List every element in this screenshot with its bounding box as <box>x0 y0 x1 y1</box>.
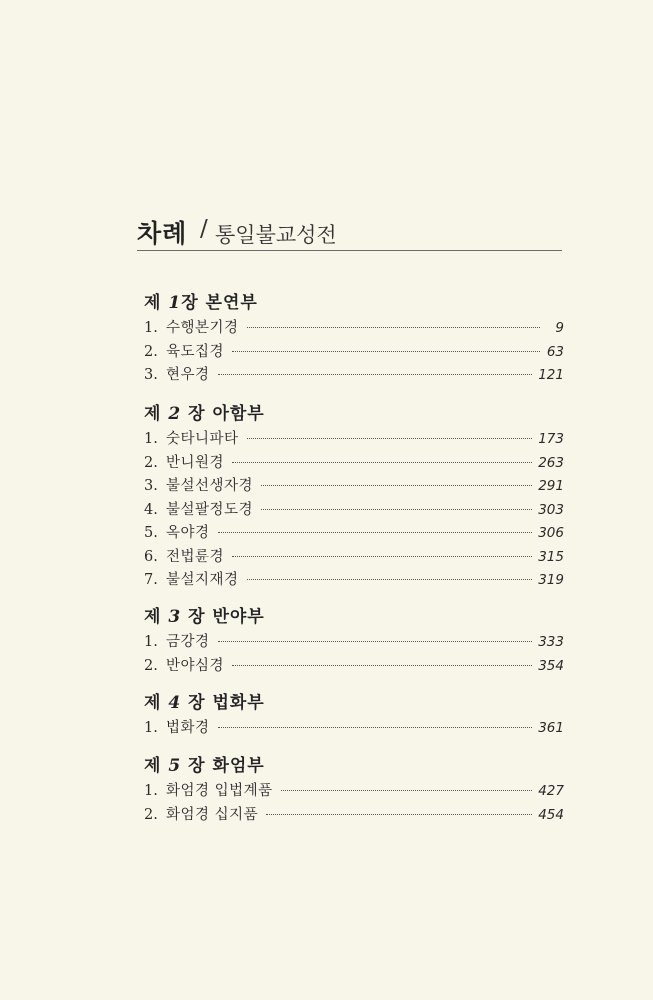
entry-index: 3. <box>144 478 158 494</box>
page-title: 차례 <box>137 219 188 248</box>
chapter-3 <box>144 602 564 677</box>
toc-entry[interactable] <box>144 803 564 827</box>
toc-entry[interactable] <box>144 316 564 340</box>
entry-page: 427 <box>538 783 564 799</box>
toc-entry[interactable] <box>144 716 564 740</box>
entry-title: 불설팔정도경 <box>166 501 254 518</box>
dot-leader <box>281 790 533 791</box>
entry-page: 173 <box>538 431 564 447</box>
entry-page: 361 <box>538 720 564 736</box>
toc-entry[interactable] <box>144 654 564 678</box>
entry-title: 불설선생자경 <box>166 478 254 494</box>
dot-leader <box>247 579 533 580</box>
entry-title: 육도집경 <box>166 343 225 360</box>
entry-title: 금강경 <box>166 634 210 650</box>
dot-leader <box>261 485 532 486</box>
chapter-4 <box>144 688 564 740</box>
entry-page: 291 <box>538 478 564 494</box>
entry-index: 7. <box>144 572 158 588</box>
entry-index: 3. <box>144 367 158 383</box>
chapter-5 <box>144 751 564 826</box>
entry-index: 2. <box>144 343 158 360</box>
toc-entry[interactable] <box>144 498 564 522</box>
entry-page: 315 <box>538 548 564 565</box>
toc-entry[interactable] <box>144 779 564 803</box>
chapter-number: 4 <box>168 693 182 713</box>
entry-index: 1. <box>144 783 158 799</box>
entry-title: 전법륜경 <box>166 548 225 565</box>
toc-entry[interactable] <box>144 521 564 545</box>
entry-title: 현우경 <box>166 367 210 383</box>
entry-index: 1. <box>144 720 158 736</box>
entry-title: 반야심경 <box>166 657 225 674</box>
toc-entry[interactable] <box>144 545 564 569</box>
toc-entry[interactable] <box>144 568 564 592</box>
dot-leader <box>232 665 532 666</box>
entry-title: 반니원경 <box>166 454 225 471</box>
entry-title: 숫타니파타 <box>166 431 239 447</box>
entry-page: 63 <box>546 343 564 360</box>
dot-leader <box>232 351 540 352</box>
entry-index: 2. <box>144 454 158 471</box>
dot-leader <box>247 438 533 439</box>
chapter-number: 5 <box>168 756 182 776</box>
chapter-number: 2 <box>168 404 182 424</box>
toc-entry[interactable] <box>144 451 564 475</box>
book-title: 통일불교성전 <box>215 223 337 247</box>
entry-title: 수행본기경 <box>166 320 239 336</box>
toc-entry[interactable] <box>144 630 564 654</box>
chapter-number: 3 <box>168 607 182 627</box>
title-divider <box>137 250 562 251</box>
chapter-heading: 제 3 장 반야부 <box>144 607 265 627</box>
dot-leader <box>218 532 533 533</box>
toc-header <box>137 214 562 252</box>
toc-entry[interactable] <box>144 340 564 364</box>
dot-leader <box>261 509 532 510</box>
toc-entry[interactable] <box>144 427 564 451</box>
entry-index: 1. <box>144 320 158 336</box>
entry-index: 1. <box>144 431 158 447</box>
chapter-1 <box>144 288 564 387</box>
dot-leader <box>218 641 533 642</box>
entry-index: 1. <box>144 634 158 650</box>
chapter-heading: 제 4 장 법화부 <box>144 693 265 713</box>
title-separator: / <box>200 216 208 242</box>
entry-index: 2. <box>144 806 158 823</box>
entry-page: 454 <box>538 806 564 823</box>
entry-page: 9 <box>555 320 564 336</box>
entry-index: 4. <box>144 501 158 518</box>
entry-index: 6. <box>144 548 158 565</box>
dot-leader <box>218 374 533 375</box>
dot-leader <box>247 327 540 328</box>
toc-entry[interactable] <box>144 363 564 387</box>
entry-index: 5. <box>144 525 158 541</box>
entry-index: 2. <box>144 657 158 674</box>
entry-page: 319 <box>538 572 564 588</box>
chapter-2 <box>144 399 564 592</box>
dot-leader <box>232 462 532 463</box>
entry-title: 화엄경 십지품 <box>166 806 259 823</box>
dot-leader <box>266 814 532 815</box>
entry-page: 333 <box>538 634 564 650</box>
chapter-heading: 제 1장 본연부 <box>144 293 258 313</box>
dot-leader <box>218 727 533 728</box>
entry-page: 354 <box>538 657 564 674</box>
entry-title: 화엄경 입법계품 <box>166 783 273 799</box>
dot-leader <box>232 556 532 557</box>
chapter-number: 1 <box>168 293 182 313</box>
entry-page: 263 <box>538 454 564 471</box>
toc-entry[interactable] <box>144 474 564 498</box>
chapter-heading: 제 5 장 화엄부 <box>144 756 265 776</box>
chapter-heading: 제 2 장 아함부 <box>144 404 265 424</box>
entry-page: 306 <box>538 525 564 541</box>
entry-title: 불설지재경 <box>166 572 239 588</box>
entry-title: 옥야경 <box>166 525 210 541</box>
entry-page: 303 <box>538 501 564 518</box>
entry-page: 121 <box>538 367 564 383</box>
entry-title: 법화경 <box>166 720 210 736</box>
